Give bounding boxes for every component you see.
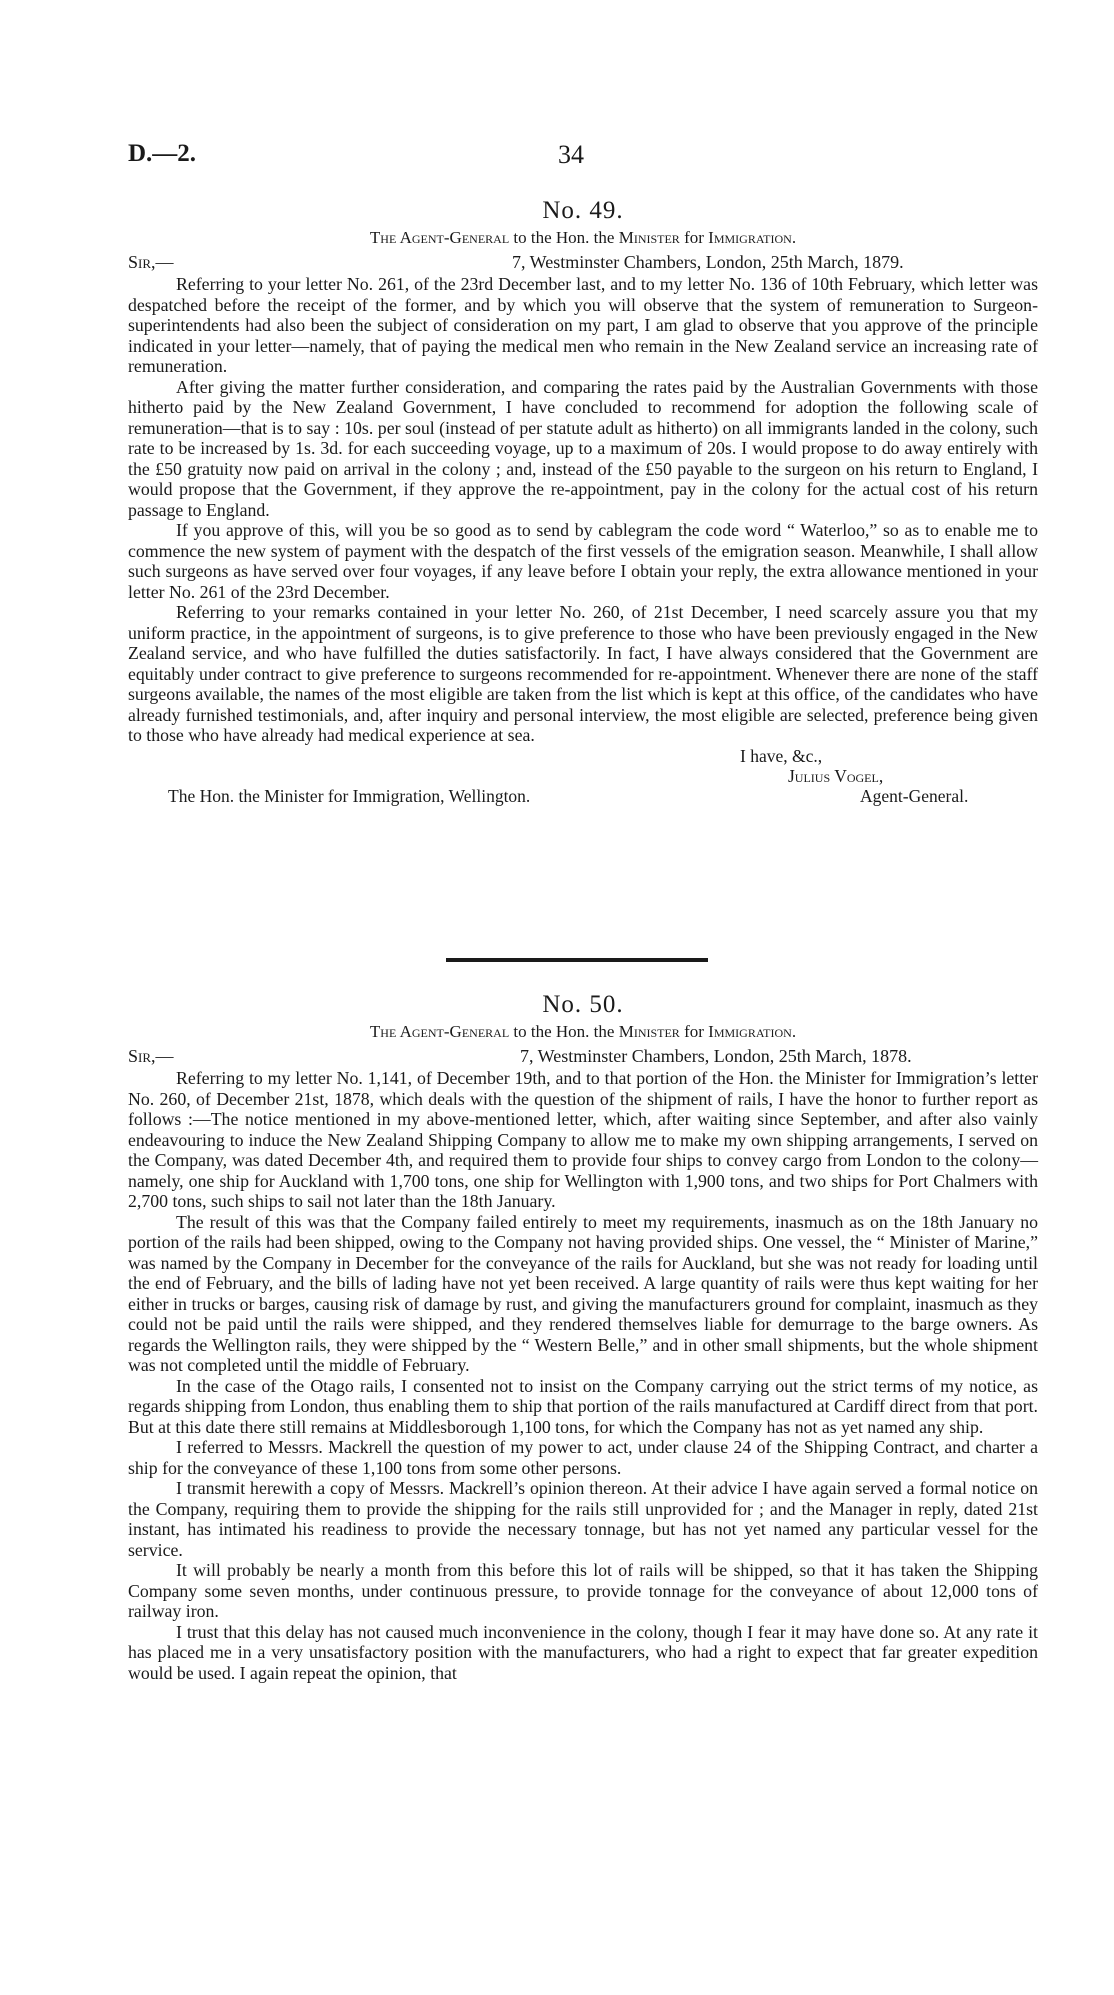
paragraph: Referring to your remarks contained in your letter No. 260, of 21st December, I need scarcely assure you that my uniform practice, in the appointment of surgeons, is to give preference to those who have been previously engaged in the New Zealand service, and who have fulfilled the duties satisfactorily. In fact, I have always considered that the Government are equitably under contract to give preference to surgeons recommended for re-appointment. Whenever there are none of the staff surgeons available, the names of the most eligible are taken from the list which is kept at this office, of the candidates who have already furnished testimonials, and, after inquiry and personal interview, the most eligible are selected, preference being given to those who have already had medical experience at sea. (128, 602, 1038, 745)
sender-address: 7, Westminster Chambers, London, 25th March, 1879. (512, 252, 904, 272)
salutation-row (128, 1044, 1038, 1068)
paragraph: Referring to my letter No. 1,141, of December 19th, and to that portion of the Hon. the Minister for Immigration’s letter No. 260, of December 21st, 1878, which deals with the question of the shipment of rails, I have the honor to further report as follows :—The notice mentioned in my above-mentioned letter, which, after waiting since September, and after also vainly endeavouring to induce the New Zealand Shipping Company to allow me to make my own shipping arrangements, I served on the Company, was dated December 4th, and required them to provide four ships to convey cargo from London to the colony—namely, one ship for Auckland with 1,700 tons, one ship for Wellington with 1,900 tons, and two ships for Port Chalmers with 2,700 tons, such ships to sail not later than the 18th January. (128, 1068, 1038, 1211)
letter-number: No. 49. (542, 197, 624, 224)
title-dept: Immigration. (708, 228, 797, 247)
sender-address: 7, Westminster Chambers, London, 25th March, 1878. (520, 1046, 912, 1066)
paragraph: Referring to your letter No. 261, of the 23rd December last, and to my letter No. 136 of 10th February, which letter was despatched before the receipt of the former, and by which you will observe that the system of remuneration to Surgeon-superintendents had also been the subject of consideration on my part, I am glad to observe that you approve of the principle indicated in your letter—namely, that of paying the medical men who remain in the New Zealand service an increasing rate of remuneration. (128, 274, 1038, 376)
paragraph: If you approve of this, will you be so good as to send by cablegram the code word “ Waterloo,” so as to enable me to commence the new system of payment with the despatch of the first vessels of the emigration season. Meanwhile, I shall allow such surgeons as have served over four voyages, if any leave before I obtain your reply, the extra allowance mentioned in your letter No. 261 of the 23rd December. (128, 520, 1038, 602)
paragraph: In the case of the Otago rails, I consented not to insist on the Company carrying out the strict terms of my notice, as regards shipping from London, thus enabling them to ship that portion of the rails manufactured at Cardiff direct from that port. But at this date there still remains at Middlesborough 1,100 tons, for which the Company has not as yet named any ship. (128, 1375, 1038, 1437)
paragraph: I transmit herewith a copy of Messrs. Mackrell’s opinion thereon. At their advice I have again served a formal notice on the Company, requiring them to provide the shipping for the rails still unprovided for ; and the Manager in reply, dated 21st instant, has intimated his readiness to provide the necessary tonnage, but has not yet named any particular vessel for the service. (128, 1478, 1038, 1560)
title-sender: The Agent-General (369, 228, 510, 247)
signature: Julius Vogel, (788, 765, 884, 786)
addressee: The Hon. the Minister for Immigration, Wellington. (168, 785, 531, 806)
salutation: Sir,— (128, 252, 174, 272)
letter-title (128, 1020, 1038, 1044)
title-dept: Immigration. (708, 1022, 797, 1041)
title-mid: to the Hon. the (513, 1022, 615, 1041)
closing: I have, &c., (740, 745, 823, 766)
signature-row (128, 766, 1038, 786)
section-divider (446, 958, 708, 962)
title-for: for (684, 1022, 704, 1041)
title-sender: The Agent-General (369, 1022, 510, 1041)
title-for: for (684, 228, 704, 247)
title-mid: to the Hon. the (513, 228, 615, 247)
letter-title (128, 226, 1038, 250)
salutation: Sir,— (128, 1046, 174, 1066)
salutation-row (128, 250, 1038, 274)
paragraph: After giving the matter further consideration, and comparing the rates paid by the Australian Governments with those hitherto paid by the New Zealand Government, I have concluded to recommend for adoption the following scale of remuneration—that is to say : 10s. per soul (instead of per statute adult as hitherto) on all immigrants landed in the colony, such rate to be increased by 1s. 3d. for each succeeding voyage, up to a maximum of 20s. I would propose to do away entirely with the £50 gratuity now paid on arrival in the colony ; and, instead of the £50 payable to the surgeon on his return to England, I would propose that the Government, if they approve the re-appointment, pay in the colony for the actual cost of his return passage to England. (128, 376, 1038, 520)
title-minister: Minister (618, 1022, 680, 1041)
paragraph: The result of this was that the Company failed entirely to meet my requirements, inasmuch as on the 18th January no portion of the rails had been shipped, owing to the Company not having provided ships. One vessel, the “ Minister of Marine,” was named by the Company in December for the conveyance of the rails for Auckland, but she was not ready for loading until the end of February, and the bills of lading have not yet been received. A large quantity of rails were thus kept waiting for her either in trucks or barges, causing risk of damage by rust, and giving the manufacturers ground for complaint, inasmuch as they could not be paid until the rails were shipped, and they rendered themselves liable for demurrage to the barge owners. As regards the Wellington rails, they were shipped by the “ Western Belle,” and in other small shipments, but the whole shipment was not completed until the middle of February. (128, 1211, 1038, 1375)
letter-number: No. 50. (542, 991, 624, 1018)
paragraph: I trust that this delay has not caused much inconvenience in the colony, though I fear it may have done so. At any rate it has placed me in a very unsatisfactory position with the manufacturers, who had a right to expect that far greater expedition would be used. I again repeat the opinion, that (128, 1621, 1038, 1683)
letter-50 (128, 990, 1038, 1683)
letter-49 (128, 196, 1038, 806)
page-header (128, 140, 1038, 180)
title-minister: Minister (618, 228, 680, 247)
document-code: D.—2. (128, 140, 197, 167)
addressee-row (128, 786, 1038, 806)
page-number: 34 (558, 140, 584, 169)
signer-title: Agent-General. (860, 785, 969, 806)
closing-row (128, 746, 1038, 766)
paragraph: It will probably be nearly a month from this before this lot of rails will be shipped, so that it has taken the Shipping Company some seven months, under continuous pressure, to provide tonnage for the conveyance of about 12,000 tons of railway iron. (128, 1560, 1038, 1621)
paragraph: I referred to Messrs. Mackrell the question of my power to act, under clause 24 of the Shipping Contract, and charter a ship for the conveyance of these 1,100 tons from some other persons. (128, 1437, 1038, 1478)
